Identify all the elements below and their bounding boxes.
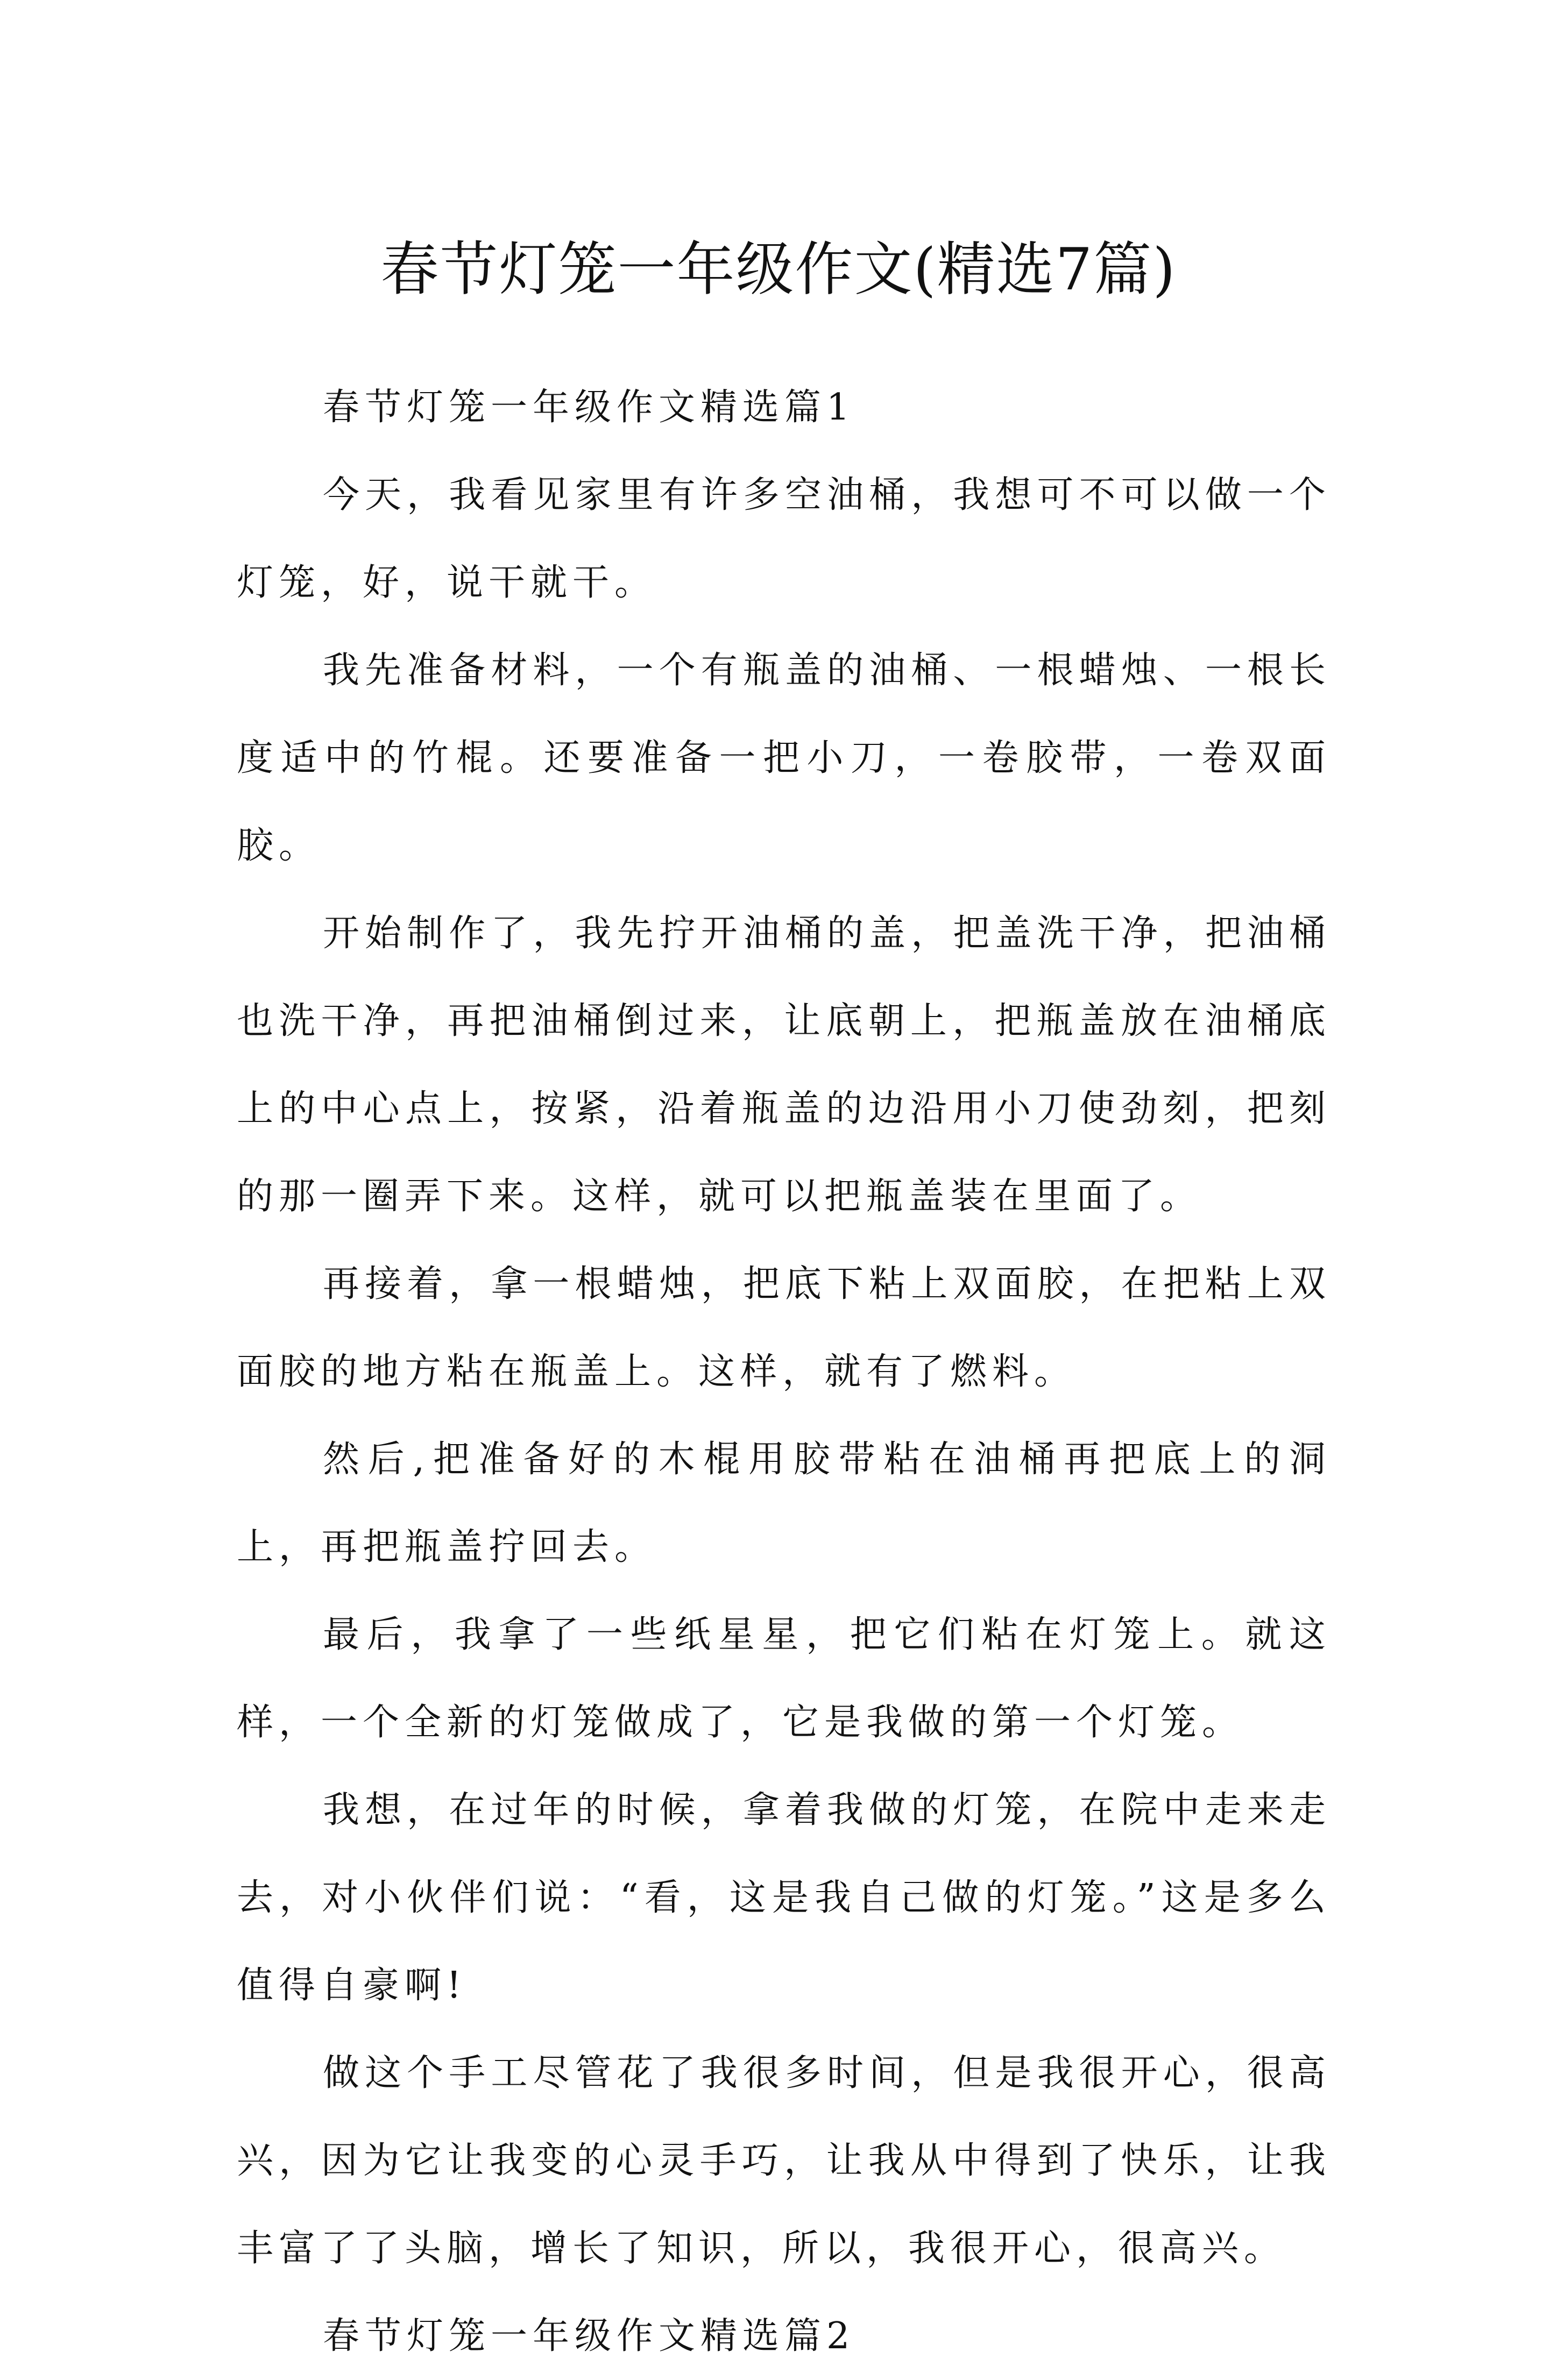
section-heading-2: 春节灯笼一年级作文精选篇2 — [323, 2315, 855, 2357]
section-heading-1: 春节灯笼一年级作文精选篇1 — [323, 386, 855, 429]
document-body — [237, 364, 1331, 2380]
paragraph: 我先准备材料，一个有瓶盖的油桶、一根蜡烛、一根长度适中的竹棍。还要准备一把小刀，一卷胶带，一卷双面胶。 — [237, 649, 1331, 867]
paragraph: 最后，我拿了一些纸星星，把它们粘在灯笼上。就这样，一个全新的灯笼做成了，它是我做的第一个灯笼。 — [237, 1614, 1331, 1744]
paragraph: 开始制作了，我先拧开油桶的盖，把盖洗干净，把油桶也洗干净，再把油桶倒过来，让底朝上，把瓶盖放在油桶底上的中心点上，按紧，沿着瓶盖的边沿用小刀使劲刻，把刻的那一圈弄下来。这样，就可以把瓶盖装在里面了。 — [237, 912, 1331, 1218]
paragraph: 我想，在过年的时候，拿着我做的灯笼，在院中走来走去，对小伙伴们说：“看，这是我自己做的灯笼。”这是多么值得自豪啊! — [237, 1789, 1331, 2007]
paragraph: 做这个手工尽管花了我很多时间，但是我很开心，很高兴，因为它让我变的心灵手巧，让我从中得到了快乐，让我丰富了了头脑，增长了知识，所以，我很开心，很高兴。 — [237, 2052, 1331, 2270]
paragraph: 然后,把准备好的木棍用胶带粘在油桶再把底上的洞上，再把瓶盖拧回去。 — [237, 1438, 1331, 1568]
document-title: 春节灯笼一年级作文(精选7篇) — [380, 236, 1177, 304]
paragraph: 再接着，拿一根蜡烛，把底下粘上双面胶，在把粘上双面胶的地方粘在瓶盖上。这样，就有了燃料。 — [237, 1263, 1331, 1393]
paragraph: 今天，我看见家里有许多空油桶，我想可不可以做一个灯笼，好，说干就干。 — [237, 474, 1331, 604]
